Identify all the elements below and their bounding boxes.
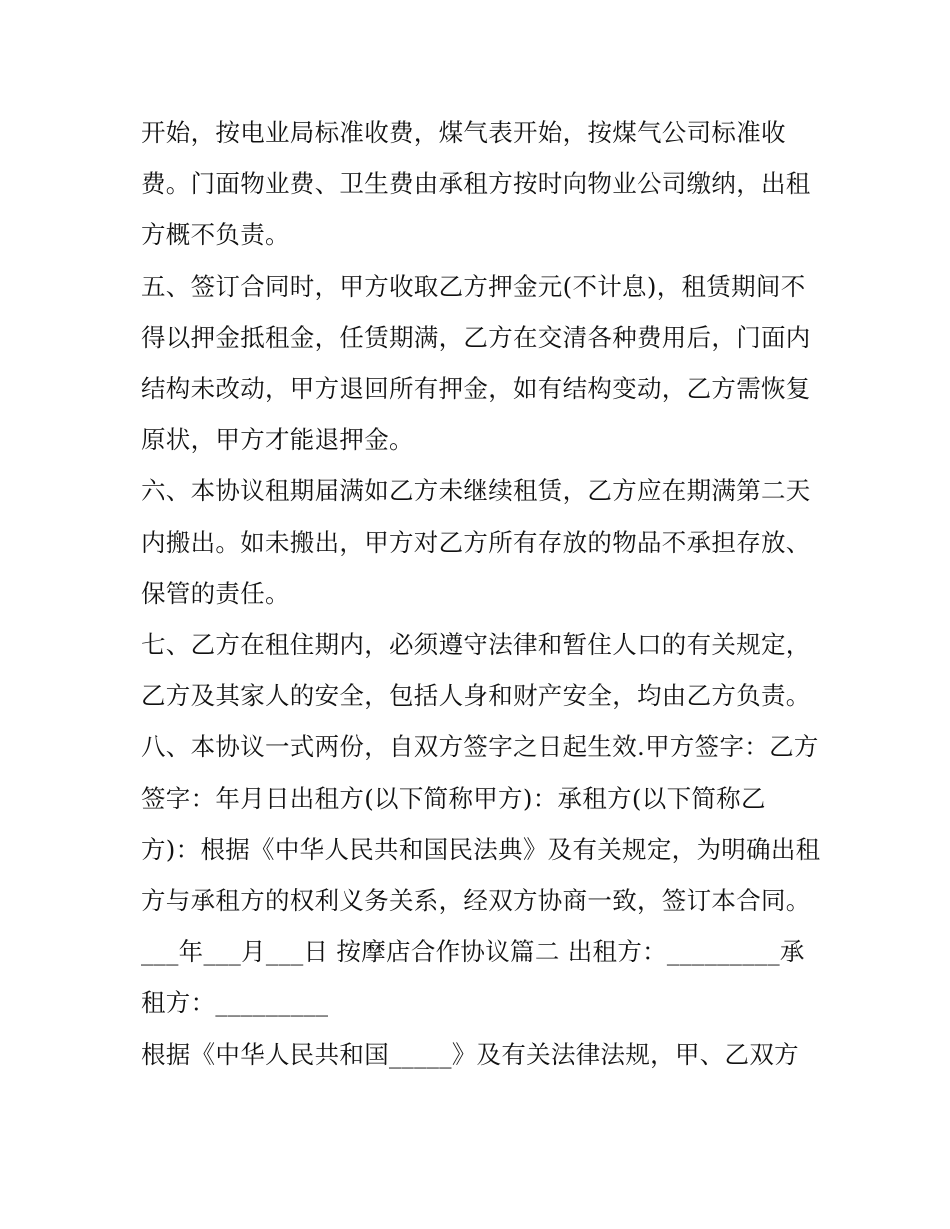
paragraph-clause-5: 五、签订合同时，甲方收取乙方押金元(不计息)，租赁期间不得以押金抵租金，任赁期满，乙方在交清各种费用后，门面内结构未改动，甲方退回所有押金，如有结构变动，乙方需恢复原状，甲方才能退押金。 — [141, 271, 811, 455]
document-body — [141, 107, 821, 1080]
paragraph-clause-6: 六、本协议租期届满如乙方未继续租赁，乙方应在期满第二天内搬出。如未搬出，甲方对乙方所有存放的物品不承担存放、保管的责任。 — [141, 476, 811, 608]
paragraph-clause-7: 七、乙方在租住期内，必须遵守法律和暂住人口的有关规定，乙方及其家人的安全，包括人身和财产安全，均由乙方负责。 — [141, 630, 811, 711]
paragraph-signature-date: ___年___月___日 按摩店合作协议篇二 出租方：_________承租方：_________ — [141, 937, 805, 1018]
paragraph-agreement-intro: 根据《中华人民共和国_____》及有关法律法规，甲、乙双方 — [141, 1039, 799, 1069]
paragraph-utilities: 开始，按电业局标准收费，煤气表开始，按煤气公司标准收费。门面物业费、卫生费由承租方按时向物业公司缴纳，出租方概不负责。 — [141, 118, 811, 250]
paragraph-clause-8: 八、本协议一式两份，自双方签字之日起生效.甲方签字：乙方签字：年月日出租方(以下简称甲方)：承租方(以下简称乙方)：根据《中华人民共和国民法典》及有关规定，为明确出租方与承租方的权利义务关系，经双方协商一致，签订本合同。 — [141, 732, 821, 916]
